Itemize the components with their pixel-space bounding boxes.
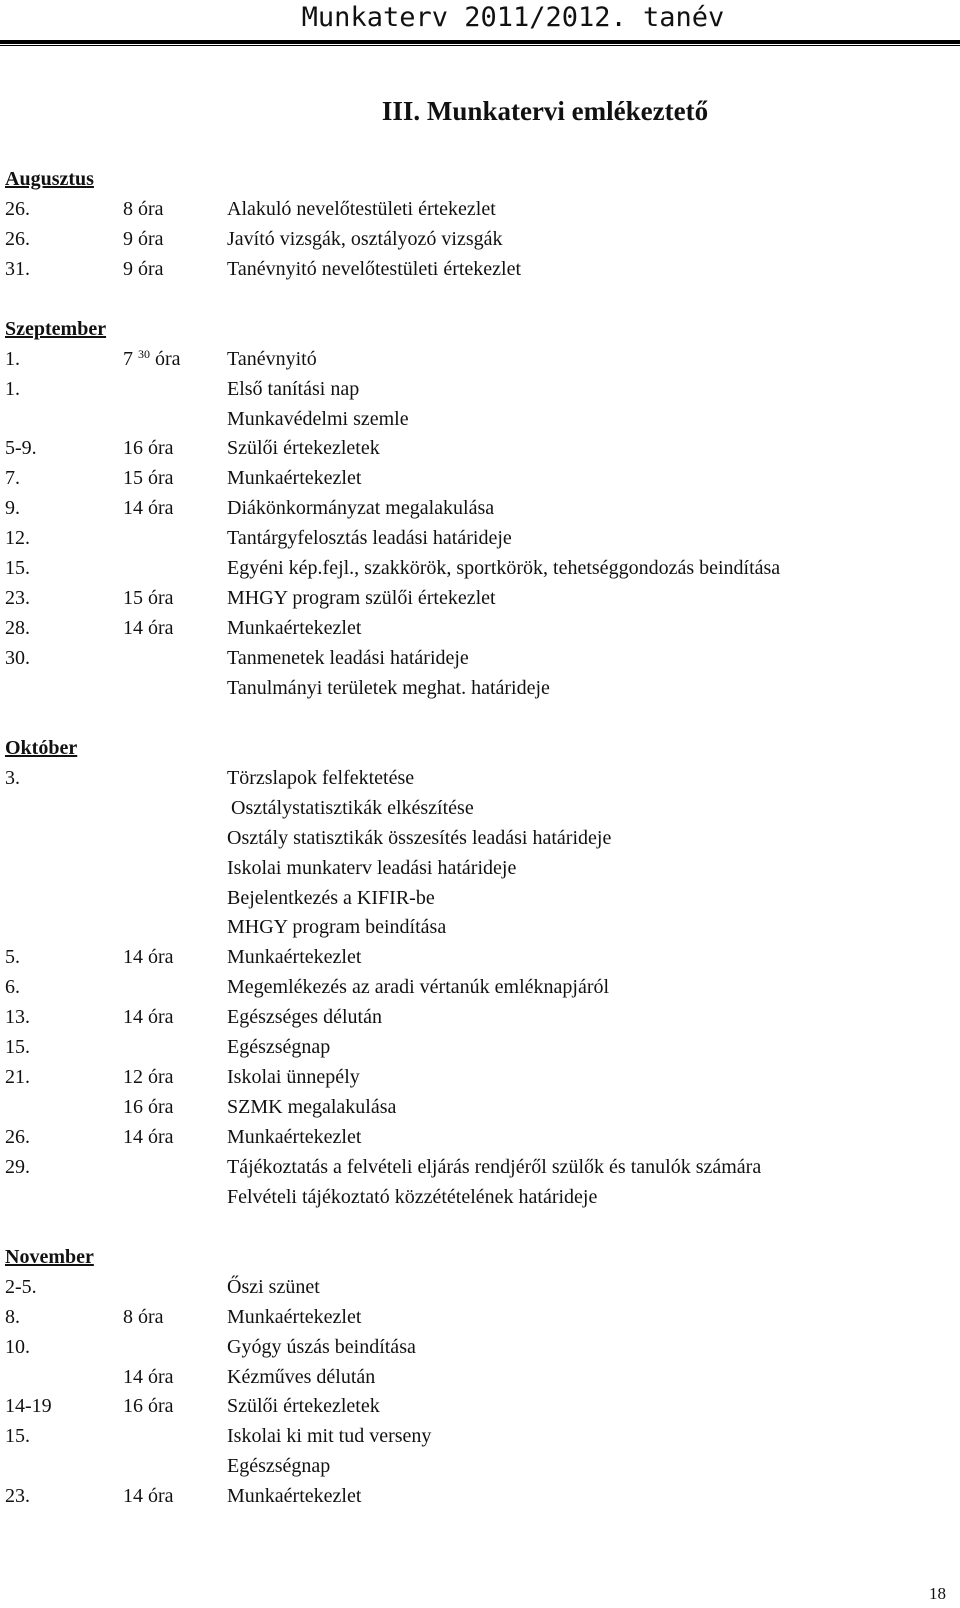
row-time: 9 óra [123, 227, 164, 250]
row-time: 14 óra [123, 497, 174, 520]
row-event: Munkaértekezlet [227, 1126, 362, 1148]
row-event: Szülői értekezletek [227, 437, 380, 460]
schedule-row [5, 224, 945, 254]
schedule-row [5, 1362, 945, 1392]
row-time: 14 óra [123, 1006, 174, 1029]
row-day: 15. [5, 1036, 30, 1059]
schedule-row [5, 1421, 945, 1451]
row-time: 8 óra [123, 197, 164, 220]
row-event: Egészséges délután [227, 1006, 382, 1029]
schedule-row [5, 883, 945, 913]
schedule-row [5, 374, 945, 404]
row-event: Bejelentkezés a KIFIR-be [227, 886, 435, 909]
row-event: Iskolai ünnepély [227, 1066, 360, 1089]
row-event: Munkaértekezlet [227, 467, 362, 490]
row-day: 15. [5, 1425, 30, 1448]
row-event: Felvételi tájékoztató közzétételének határideje [227, 1185, 598, 1208]
row-time: 16 óra [123, 1395, 174, 1418]
month-name: Szeptember [5, 317, 107, 340]
time-unit: óra [150, 347, 181, 370]
row-event: Iskolai ki mit tud verseny [227, 1425, 432, 1448]
row-event: Első tanítási nap [227, 377, 360, 400]
schedule-row [5, 1451, 945, 1481]
row-event: Munkaértekezlet [227, 1485, 362, 1508]
blank-line [5, 703, 945, 733]
row-time [123, 344, 181, 374]
schedule-row [5, 613, 945, 643]
row-event: Munkaértekezlet [227, 946, 362, 969]
row-day: 1. [5, 347, 20, 370]
row-time: 8 óra [123, 1305, 164, 1328]
schedule-row [5, 823, 945, 853]
row-event: Egészségnap [227, 1036, 331, 1059]
running-header [0, 0, 960, 44]
row-event: Munkaértekezlet [227, 617, 362, 640]
blank-line [5, 284, 945, 314]
month-heading [5, 733, 945, 763]
row-event: Megemlékezés az aradi vértanúk emléknapjáról [227, 976, 610, 999]
schedule-row [5, 1122, 945, 1152]
schedule-row [5, 673, 945, 703]
row-day: 23. [5, 1485, 30, 1508]
row-day: 6. [5, 976, 20, 999]
schedule-row [5, 942, 945, 972]
schedule-row [5, 523, 945, 553]
row-day: 9. [5, 497, 20, 520]
schedule-row [5, 1032, 945, 1062]
document-title: Munkaterv 2011/2012. tanév [301, 2, 725, 33]
row-time: 15 óra [123, 467, 174, 490]
schedule-row [5, 254, 945, 284]
time-minutes: 30 [138, 346, 150, 361]
row-event: Munkaértekezlet [227, 1305, 362, 1328]
row-day: 2-5. [5, 1275, 37, 1298]
schedule-row [5, 1481, 945, 1511]
schedule-row [5, 763, 945, 793]
schedule-body [5, 164, 945, 1511]
row-time: 14 óra [123, 617, 174, 640]
row-event: Szülői értekezletek [227, 1395, 380, 1418]
row-day: 5-9. [5, 437, 37, 460]
row-event: Törzslapok felfektetése [227, 766, 415, 789]
schedule-row [5, 1302, 945, 1332]
schedule-row [5, 194, 945, 224]
row-event: MHGY program szülői értekezlet [227, 587, 496, 610]
row-time: 14 óra [123, 1485, 174, 1508]
row-day: 21. [5, 1066, 30, 1089]
schedule-row [5, 433, 945, 463]
schedule-row [5, 1182, 945, 1212]
row-day: 29. [5, 1155, 30, 1178]
row-day: 30. [5, 647, 30, 669]
month-name: Október [5, 736, 78, 759]
header-rule [0, 40, 960, 46]
month-heading [5, 164, 945, 194]
schedule-row [5, 793, 945, 823]
row-event: Tanévnyitó nevelőtestületi értekezlet [227, 257, 522, 280]
row-event: Tanulmányi területek meghat. határideje [227, 676, 550, 699]
row-day: 10. [5, 1335, 30, 1358]
schedule-row [5, 583, 945, 613]
row-event: MHGY program beindítása [227, 916, 447, 939]
row-day: 13. [5, 1006, 30, 1029]
schedule-row [5, 1332, 945, 1362]
row-event: Osztálystatisztikák elkészítése [231, 796, 474, 819]
schedule-row [5, 1391, 945, 1421]
row-day: 7. [5, 467, 20, 490]
row-day: 26. [5, 227, 30, 250]
schedule-row [5, 912, 945, 942]
schedule-row [5, 344, 945, 374]
row-event: Osztály statisztikák összesítés leadási határideje [227, 826, 612, 849]
month-name: Augusztus [5, 168, 94, 190]
month-heading [5, 1242, 945, 1272]
row-event: Gyógy úszás beindítása [227, 1335, 416, 1358]
month-heading [5, 314, 945, 344]
schedule-row [5, 1062, 945, 1092]
schedule-row [5, 553, 945, 583]
schedule-row [5, 1002, 945, 1032]
row-time: 16 óra [123, 437, 174, 460]
row-time: 15 óra [123, 587, 174, 610]
row-event: Kézműves délután [227, 1365, 376, 1388]
row-day: 28. [5, 617, 30, 640]
row-time: 14 óra [123, 1365, 174, 1388]
schedule-row [5, 493, 945, 523]
schedule-row [5, 972, 945, 1002]
row-event: Alakuló nevelőtestületi értekezlet [227, 197, 496, 220]
row-day: 5. [5, 946, 20, 969]
row-day: 1. [5, 377, 20, 400]
row-event: SZMK megalakulása [227, 1096, 397, 1119]
month-name: November [5, 1245, 94, 1268]
row-event: Tantárgyfelosztás leadási határideje [227, 527, 512, 550]
blank-line [5, 1212, 945, 1242]
row-event: Őszi szünet [227, 1275, 320, 1298]
schedule-row [5, 404, 945, 434]
row-day: 12. [5, 527, 30, 550]
row-event: Tanévnyitó [227, 347, 317, 370]
row-time: 14 óra [123, 946, 174, 969]
schedule-row [5, 463, 945, 493]
row-event: Javító vizsgák, osztályozó vizsgák [227, 227, 503, 250]
schedule-row [5, 1092, 945, 1122]
row-event: Egészségnap [227, 1455, 331, 1478]
section-title: III. Munkatervi emlékeztető [381, 96, 709, 126]
page-number: 18 [929, 1584, 946, 1603]
row-time: 16 óra [123, 1096, 174, 1119]
row-time: 12 óra [123, 1066, 174, 1089]
row-event: Munkavédelmi szemle [227, 407, 409, 430]
schedule-row [5, 853, 945, 883]
row-day: 3. [5, 766, 20, 789]
row-event: Tanmenetek leadási határideje [227, 647, 469, 669]
row-time: 14 óra [123, 1126, 174, 1148]
schedule-row [5, 1272, 945, 1302]
row-event: Egyéni kép.fejl., szakkörök, sportkörök, tehetséggondozás beindítása [227, 557, 781, 580]
row-event: Tájékoztatás a felvételi eljárás rendjéről szülők és tanulók számára [227, 1155, 762, 1178]
row-event: Diákönkormányzat megalakulása [227, 497, 495, 520]
schedule-row [5, 1152, 945, 1182]
time-hour: 7 [123, 347, 138, 370]
row-day: 14-19 [5, 1395, 52, 1418]
row-day: 8. [5, 1305, 20, 1328]
row-day: 31. [5, 257, 30, 280]
schedule-row [5, 643, 945, 673]
row-day: 23. [5, 587, 30, 610]
row-time: 9 óra [123, 257, 164, 280]
row-day: 26. [5, 1126, 30, 1148]
row-day: 26. [5, 197, 30, 220]
row-day: 15. [5, 557, 30, 580]
row-event: Iskolai munkaterv leadási határideje [227, 856, 517, 879]
